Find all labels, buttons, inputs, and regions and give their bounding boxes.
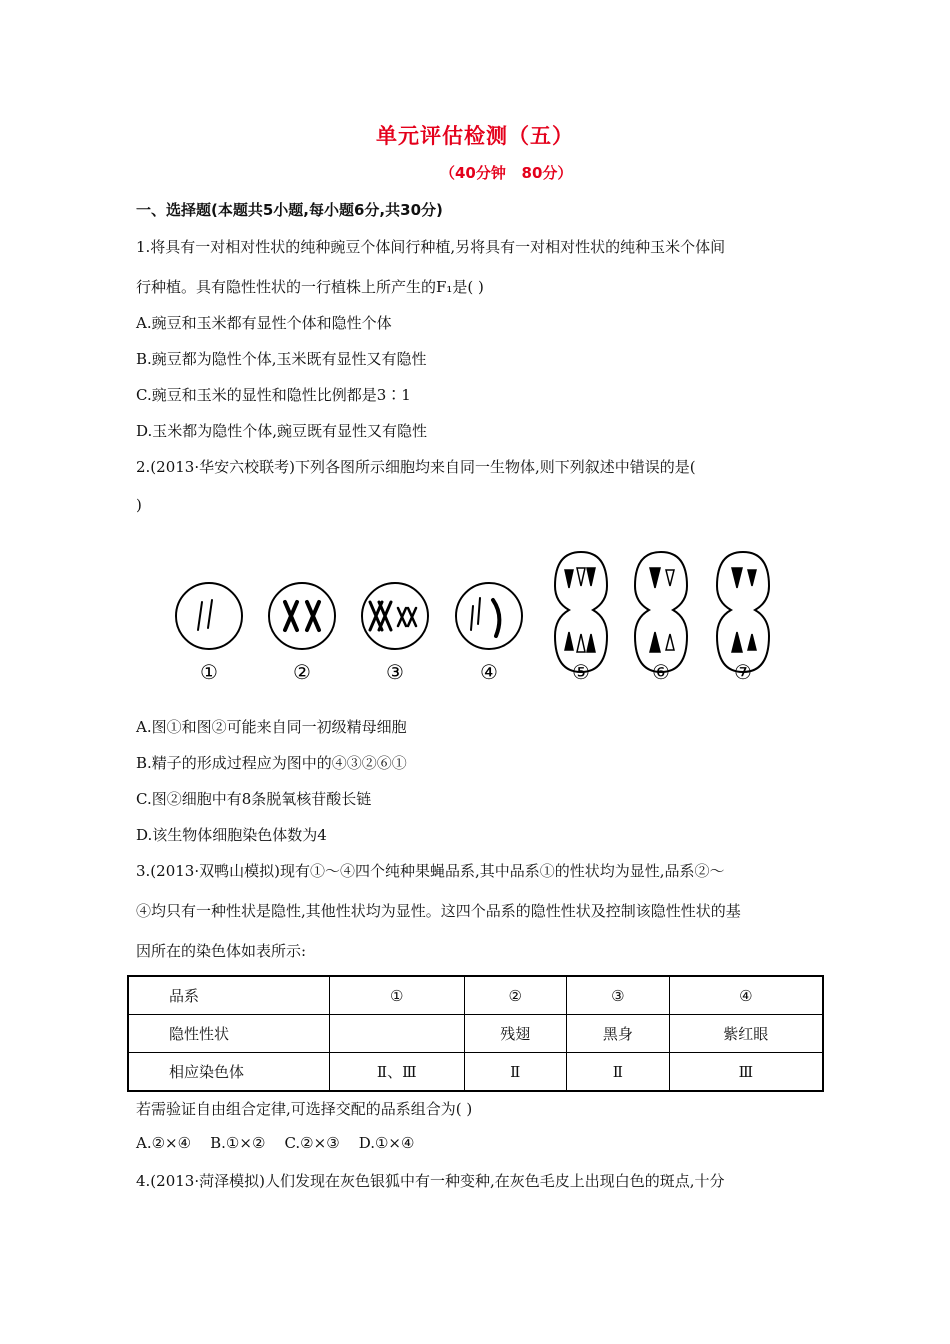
table-cell: ① <box>330 976 465 1015</box>
table-cell: ② <box>464 976 567 1015</box>
cell-5 <box>555 552 607 672</box>
table-cell: 隐性性状 <box>128 1015 330 1053</box>
cell-6 <box>635 552 687 672</box>
q2-stem-line2: ) <box>136 496 142 514</box>
cell-2 <box>269 583 335 649</box>
table-cell: Ⅲ <box>669 1053 823 1092</box>
table-cell <box>330 1015 465 1053</box>
page-subtitle: （40分钟 80分） <box>440 164 573 182</box>
q2-option-d: D.该生物体细胞染色体数为4 <box>136 826 327 844</box>
strain-table <box>127 975 824 1092</box>
q2-option-a: A.图①和图②可能来自同一初级精母细胞 <box>136 718 407 736</box>
table-cell: 紫红眼 <box>669 1015 823 1053</box>
q3-stem-line3: 因所在的染色体如表所示: <box>136 942 307 960</box>
cell-4 <box>456 583 522 649</box>
q3-stem-line4: 若需验证自由组合定律,可选择交配的品系组合为( ) <box>136 1100 473 1118</box>
q4-stem-line1: 4.(2013·菏泽模拟)人们发现在灰色银狐中有一种变种,在灰色毛皮上出现白色的斑点,十分 <box>136 1172 725 1190</box>
q1-option-d: D.玉米都为隐性个体,豌豆既有显性又有隐性 <box>136 422 428 440</box>
table-cell: 相应染色体 <box>128 1053 330 1092</box>
table-cell: ③ <box>567 976 670 1015</box>
q1-option-c: C.豌豆和玉米的显性和隐性比例都是3∶1 <box>136 386 411 404</box>
q1-option-b: B.豌豆都为隐性个体,玉米既有显性又有隐性 <box>136 350 427 368</box>
table-row <box>128 976 823 1015</box>
figure-label-7: ⑦ <box>734 660 752 684</box>
q2-option-b: B.精子的形成过程应为图中的④③②⑥① <box>136 754 407 772</box>
page-title: 单元评估检测（五） <box>376 124 574 148</box>
figure-label-6: ⑥ <box>652 660 670 684</box>
q3-stem-line2: ④均只有一种性状是隐性,其他性状均为显性。这四个品系的隐性性状及控制该隐性性状的基 <box>136 902 741 920</box>
q2-stem-line1: 2.(2013·华安六校联考)下列各图所示细胞均来自同一生物体,则下列叙述中错误的是( <box>136 458 696 476</box>
table-cell: Ⅱ <box>567 1053 670 1092</box>
section-heading: 一、选择题(本题共5小题,每小题6分,共30分) <box>136 201 443 219</box>
q2-option-c: C.图②细胞中有8条脱氧核苷酸长链 <box>136 790 372 808</box>
q3-stem-line1: 3.(2013·双鸭山模拟)现有①～④四个纯种果蝇品系,其中品系①的性状均为显性,品系②～ <box>136 862 725 880</box>
table-cell: 残翅 <box>464 1015 567 1053</box>
figure-label-4: ④ <box>480 660 498 684</box>
table-row <box>128 1053 823 1092</box>
table-cell: ④ <box>669 976 823 1015</box>
figure-label-2: ② <box>293 660 311 684</box>
cell-division-figure <box>160 540 800 690</box>
q1-stem-line2: 行种植。具有隐性性状的一行植株上所产生的F₁是( ) <box>136 278 484 296</box>
figure-label-5: ⑤ <box>572 660 590 684</box>
table-row <box>128 1015 823 1053</box>
cell-3 <box>362 583 428 649</box>
q1-stem-line1: 1.将具有一对相对性状的纯种豌豆个体间行种植,另将具有一对相对性状的纯种玉米个体间 <box>136 238 726 256</box>
cell-7 <box>717 552 769 672</box>
figure-label-1: ① <box>200 660 218 684</box>
table-cell: Ⅱ、Ⅲ <box>330 1053 465 1092</box>
table-cell: Ⅱ <box>464 1053 567 1092</box>
table-cell: 黑身 <box>567 1015 670 1053</box>
figure-label-3: ③ <box>386 660 404 684</box>
q3-options: A.②×④ B.①×② C.②×③ D.①×④ <box>136 1134 415 1152</box>
table-cell: 品系 <box>128 976 330 1015</box>
q1-option-a: A.豌豆和玉米都有显性个体和隐性个体 <box>136 314 392 332</box>
